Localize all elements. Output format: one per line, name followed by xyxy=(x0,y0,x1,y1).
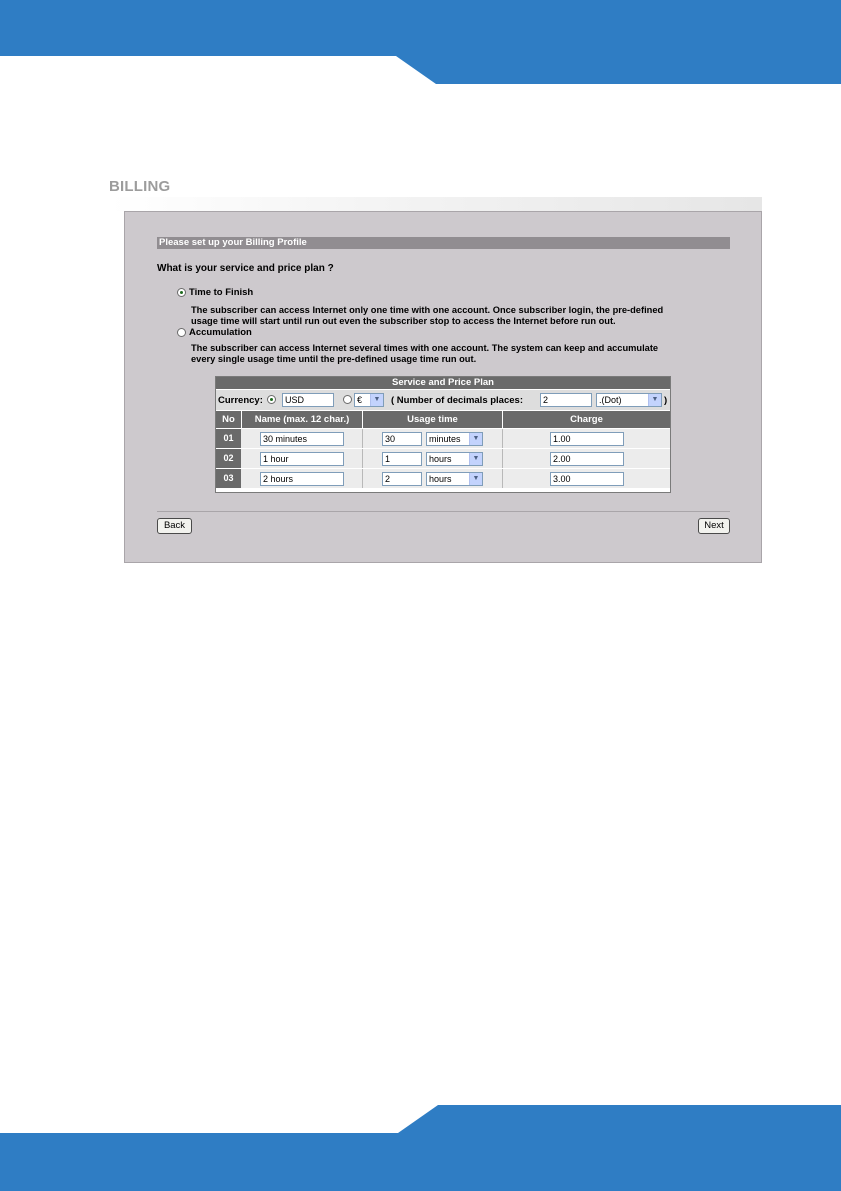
cell-divider xyxy=(362,429,363,448)
chevron-down-icon: ▼ xyxy=(469,433,482,445)
header-name: Name (max. 12 char.) xyxy=(242,411,362,428)
accumulation-radio[interactable] xyxy=(177,328,186,337)
row-number: 01 xyxy=(216,429,241,448)
chevron-down-icon: ▼ xyxy=(648,394,661,406)
cell-divider xyxy=(362,449,363,468)
name-input[interactable]: 1 hour xyxy=(260,452,344,466)
name-input[interactable]: 30 minutes xyxy=(260,432,344,446)
desc-line: The subscriber can access Internet several times with one account. The system can keep and accumulate xyxy=(191,343,659,353)
bottom-brand-band xyxy=(0,1100,841,1191)
cell-divider xyxy=(362,469,363,488)
top-brand-band xyxy=(0,0,841,90)
time-to-finish-radio[interactable] xyxy=(177,288,186,297)
cell-divider xyxy=(502,469,503,488)
decimals-close: ) xyxy=(664,395,668,406)
currency-symbol-select[interactable] xyxy=(354,393,384,407)
divider xyxy=(157,511,730,512)
row-number: 02 xyxy=(216,449,241,468)
select-value: hours xyxy=(429,474,452,484)
desc-line: every single usage time until the pre-defined usage time run out. xyxy=(191,354,477,364)
option-time-to-finish[interactable] xyxy=(177,287,253,298)
next-button[interactable]: Next xyxy=(698,518,730,534)
select-value: hours xyxy=(429,454,452,464)
header-no: No xyxy=(216,411,241,428)
service-price-plan-table xyxy=(215,376,671,493)
page-title: BILLING xyxy=(109,178,171,195)
option-label: Time to Finish xyxy=(189,287,254,298)
charge-input[interactable]: 1.00 xyxy=(550,432,624,446)
billing-panel xyxy=(124,211,762,563)
back-button[interactable]: Back xyxy=(157,518,192,534)
option-accumulation[interactable] xyxy=(177,327,252,338)
charge-input[interactable]: 2.00 xyxy=(550,452,624,466)
table-header-row xyxy=(216,411,670,428)
table-row xyxy=(216,429,670,448)
cell-divider xyxy=(502,429,503,448)
option-label: Accumulation xyxy=(189,327,252,338)
title-underline xyxy=(109,197,762,211)
section-title: Please set up your Billing Profile xyxy=(157,237,730,249)
separator-select[interactable] xyxy=(596,393,662,407)
usage-unit-select[interactable] xyxy=(426,452,483,466)
usage-input[interactable]: 2 xyxy=(382,472,422,486)
desc-line: usage time will start until run out even the subscriber stop to access the Internet before run out. xyxy=(191,316,616,326)
currency-usd-radio[interactable] xyxy=(267,395,276,404)
currency-label: Currency: xyxy=(218,395,263,406)
usage-unit-select[interactable] xyxy=(426,472,483,486)
plan-question: What is your service and price plan ? xyxy=(157,263,334,274)
desc-line: The subscriber can access Internet only one time with one account. Once subscriber login, the pre-defined xyxy=(191,305,664,315)
table-row xyxy=(216,449,670,468)
usage-unit-select[interactable] xyxy=(426,432,483,446)
usage-input[interactable]: 30 xyxy=(382,432,422,446)
currency-euro-radio[interactable] xyxy=(343,395,352,404)
charge-input[interactable]: 3.00 xyxy=(550,472,624,486)
plan-table-title: Service and Price Plan xyxy=(216,377,670,389)
decimals-input[interactable]: 2 xyxy=(540,393,592,407)
header-usage: Usage time xyxy=(363,411,502,428)
chevron-down-icon: ▼ xyxy=(469,453,482,465)
row-number: 03 xyxy=(216,469,241,488)
usage-input[interactable]: 1 xyxy=(382,452,422,466)
decimals-label: ( Number of decimals places: xyxy=(391,395,523,406)
cell-divider xyxy=(502,449,503,468)
option-description xyxy=(191,343,736,365)
currency-input[interactable]: USD xyxy=(282,393,334,407)
table-row xyxy=(216,469,670,488)
option-description xyxy=(191,305,736,327)
chevron-down-icon: ▼ xyxy=(370,394,383,406)
select-value: minutes xyxy=(429,434,461,444)
chevron-down-icon: ▼ xyxy=(469,473,482,485)
name-input[interactable]: 2 hours xyxy=(260,472,344,486)
select-value: .(Dot) xyxy=(599,395,622,405)
header-charge: Charge xyxy=(503,411,670,428)
currency-row xyxy=(216,390,670,410)
select-value: € xyxy=(357,395,363,405)
